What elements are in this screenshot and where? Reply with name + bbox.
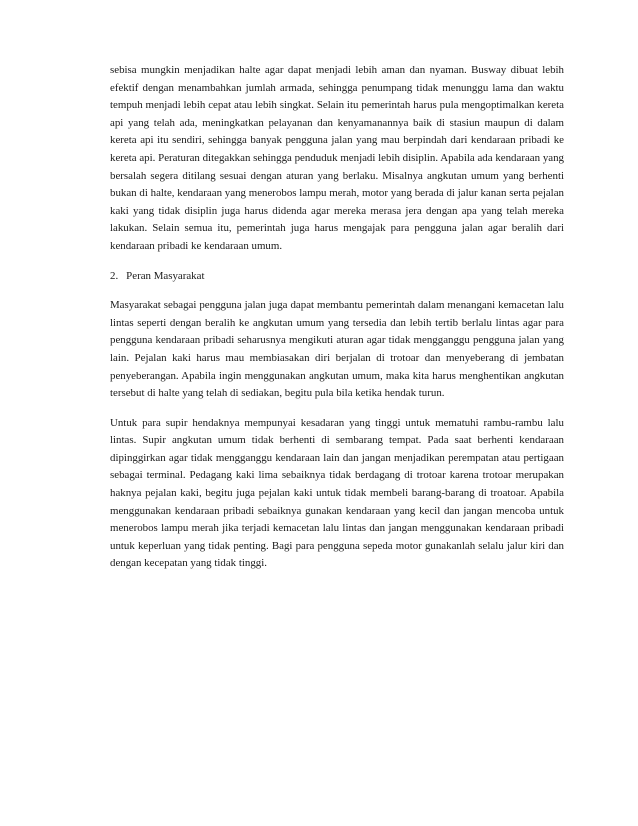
section-title: Peran Masyarakat [126,269,205,282]
section-number: 2. [110,269,119,282]
paragraph-supir: Untuk para supir hendaknya mempunyai kesadaran yang tinggi untuk mematuhi rambu-rambu lalu lintas. Supir angkutan umum tidak berhenti di sembarang tempat. Pada saat berhenti kendaraan dipinggirkan agar tidak mengganggu kendaraan lain dan jangan menjadikan perempatan atau pertigaan sebagai terminal. Pedagang kaki lima sebaiknya tidak berdagang di trotoar karena trotoar merupakan haknya pejalan kaki, begitu juga pejalan kaki untuk tidak membeli barang-barang di troatoar. Apabila menggunakan kendaraan pribadi sebaiknya gunakan kendaraan yang kecil dan jangan mencoba untuk menerobos lampu merah jika terjadi kemacetan lalu lintas dan jangan menggunakan kendaraan pribadi untuk keperluan yang tidak penting. Bagi para pengguna sepeda motor gunakanlah selalu jalur kiri dan dengan kecepatan yang tidak tinggi. [110,416,564,570]
paragraph-masyarakat: Masyarakat sebagai pengguna jalan juga dapat membantu pemerintah dalam menangani kemacetan lalu lintas seperti dengan beralih ke angkutan umum yang tersedia dan lebih tertib berlalu lintas agar para pengguna kendaraan pribadi seharusnya mengikuti aturan agar tidak mengganggu pengguna jalan yang lain. Pejalan kaki harus mau membiasakan diri berjalan di trotoar dan menyeberang di jembatan penyeberangan. Apabila ingin menggunakan angkutan umum, maka kita harus menghentikan angkutan tersebut di halte yang telah di sediakan, begitu pula bila ketika hendak turun. [110,299,564,400]
section-heading [110,268,564,286]
paragraph-pemerintah: sebisa mungkin menjadikan halte agar dapat menjadi lebih aman dan nyaman. Busway dibuat lebih efektif dengan menambahkan jumlah armada, sehingga penumpang tidak menunggu lama dan waktu tempuh menjadi lebih cepat atau lebih singkat. Selain itu pemerintah harus pula mengoptimalkan kereta api yang telah ada, meningkatkan pelayanan dan kenyamanannya baik di stasiun maupun di dalam kereta api itu sendiri, sehingga banyak pengguna jalan yang mau berpindah dari kendaraan pribadi ke kereta api. Peraturan ditegakkan sehingga penduduk menjadi lebih disiplin. Apabila ada kendaraan yang bersalah segera ditilang sesuai dengan aturan yang berlaku. Misalnya angkutan umum yang berhenti bukan di halte, kendaraan yang menerobos lampu merah, motor yang berada di jalur kanan serta pejalan kaki yang tidak disiplin juga harus didenda agar mereka merasa jera dengan apa yang telah mereka lakukan. Selain semua itu, pemerintah juga harus mengajak para pengguna jalan agar beralih dari kendaraan pribadi ke kendaraan umum. [110,64,564,252]
document-body [110,62,564,573]
